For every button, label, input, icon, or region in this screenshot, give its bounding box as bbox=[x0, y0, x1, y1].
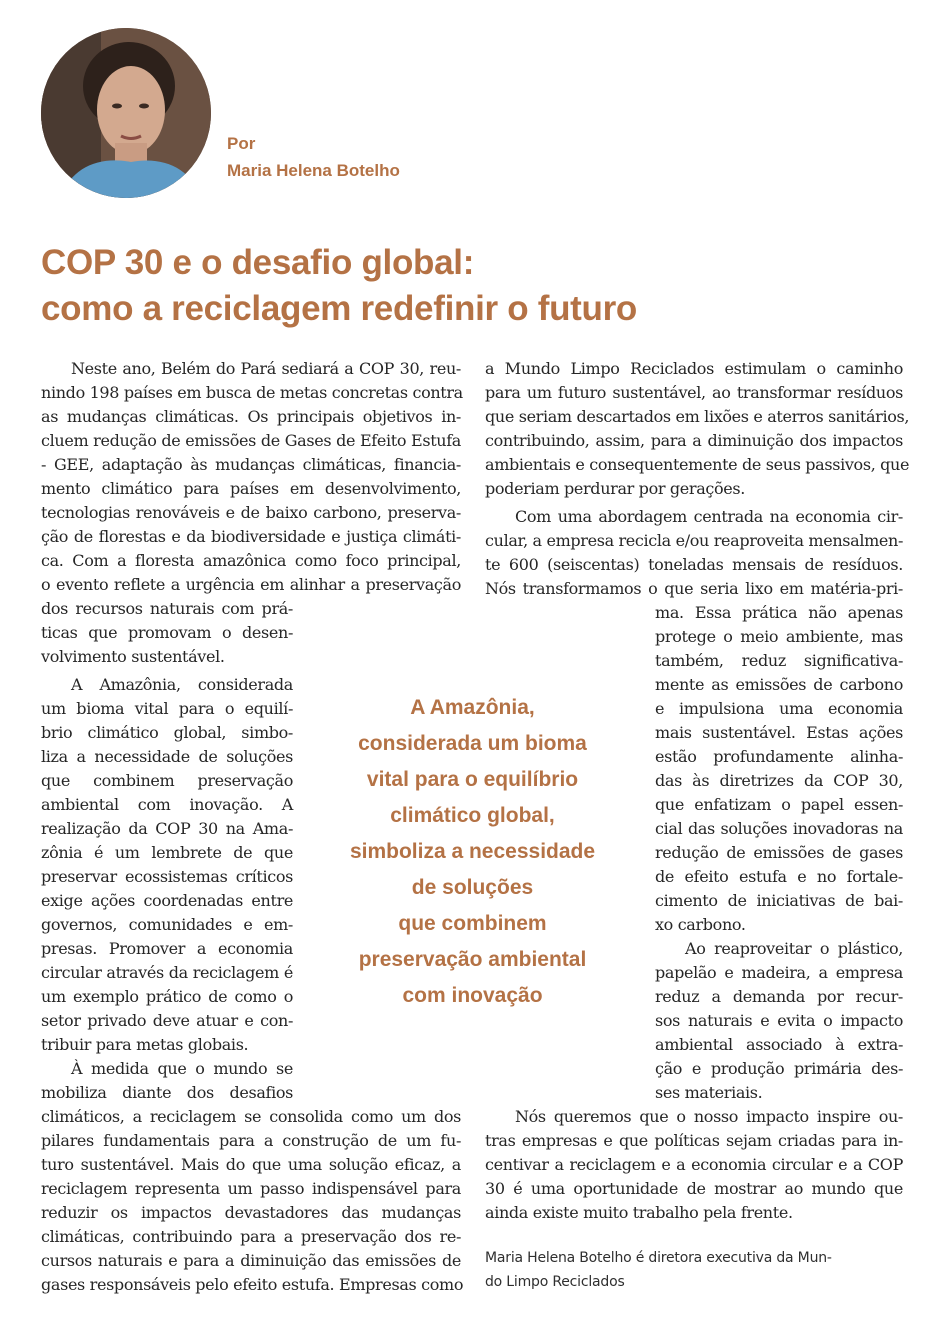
body-line: um bioma vital para o equilí- bbox=[41, 699, 293, 718]
body-line: estão profundamente alinha- bbox=[655, 747, 903, 766]
body-line: que seriam descartados em lixões e aterros sanitários, bbox=[485, 407, 910, 426]
body-line: mobiliza diante dos desafios bbox=[41, 1083, 293, 1102]
body-line: centivar a reciclagem e a economia circular e a COP bbox=[485, 1155, 903, 1174]
pull-quote-line: A Amazônia, bbox=[410, 696, 535, 719]
body-line: ainda existe muito trabalho pela frente. bbox=[485, 1203, 793, 1222]
body-line: cial das soluções inovadoras na bbox=[655, 819, 903, 838]
body-line: ambiental associado à extra- bbox=[655, 1035, 903, 1054]
body-line: que combinem preservação bbox=[41, 771, 293, 790]
body-line: o evento reflete a urgência em alinhar a preservação bbox=[41, 575, 461, 594]
body-line: a Mundo Limpo Reciclados estimulam o caminho bbox=[485, 359, 903, 378]
body-line: tribuir para metas globais. bbox=[41, 1035, 249, 1054]
body-line: ção e produção primária des- bbox=[655, 1059, 903, 1078]
author-note: Maria Helena Botelho é diretora executiva da Mun- bbox=[485, 1250, 832, 1266]
body-line: mente as emissões de carbono bbox=[655, 675, 903, 694]
body-line: - GEE, adaptação às mudanças climáticas, financia- bbox=[41, 455, 461, 474]
body-line: poderiam perdurar por gerações. bbox=[485, 479, 745, 498]
body-line: climáticos, a reciclagem se consolida como um dos bbox=[41, 1107, 461, 1126]
title-line: COP 30 e o desafio global: bbox=[41, 243, 475, 282]
body-line: liza a necessidade de soluções bbox=[41, 747, 293, 766]
body-line: ca. Com a floresta amazônica como foco principal, bbox=[41, 551, 461, 570]
body-line: que enfatizam o papel essen- bbox=[655, 795, 903, 814]
body-line: xo carbono. bbox=[655, 915, 746, 934]
body-line: brio climático global, simbo- bbox=[41, 723, 293, 742]
body-line: governos, comunidades e em- bbox=[41, 915, 293, 934]
author-note: do Limpo Reciclados bbox=[485, 1274, 625, 1290]
body-line: ticas que promovam o desen- bbox=[41, 623, 293, 642]
body-line: cursos naturais e para a diminuição das emissões de bbox=[41, 1251, 461, 1270]
body-line: papelão e madeira, a empresa bbox=[655, 963, 903, 982]
body-line: ma. Essa prática não apenas bbox=[655, 603, 903, 622]
body-line: tecnologias renováveis e de baixo carbono, preserva- bbox=[41, 503, 461, 522]
body-line: cimento de iniciativas de bai- bbox=[655, 891, 903, 910]
body-line: tras empresas e que políticas sejam criadas para in- bbox=[485, 1131, 903, 1150]
body-line: mais sustentável. Estas ações bbox=[655, 723, 903, 742]
body-line: de efeito estufa e no fortale- bbox=[655, 867, 903, 886]
body-line: cluem redução de emissões de Gases de Efeito Estufa bbox=[41, 431, 461, 450]
body-line: sos naturais e evita o impacto bbox=[655, 1011, 903, 1030]
title-line: como a reciclagem redefinir o futuro bbox=[41, 289, 638, 328]
article-title bbox=[41, 240, 901, 332]
author-name: Maria Helena Botelho bbox=[227, 161, 400, 180]
body-line: Neste ano, Belém do Pará sediará a COP 30, reu- bbox=[71, 359, 461, 378]
body-line: realização da COP 30 na Ama- bbox=[41, 819, 293, 838]
body-line: ambiental com inovação. A bbox=[41, 795, 293, 814]
body-line: preservar ecossistemas críticos bbox=[41, 867, 293, 886]
body-line: das às diretrizes da COP 30, bbox=[655, 771, 903, 790]
body-line: zônia é um lembrete de que bbox=[41, 843, 293, 862]
body-line: circular através da reciclagem é bbox=[41, 963, 293, 982]
body-line: climáticas, contribuindo para a preservação dos re- bbox=[41, 1227, 461, 1246]
body-line: ção de florestas e da biodiversidade e justiça climáti- bbox=[41, 527, 461, 546]
body-line: À medida que o mundo se bbox=[71, 1059, 293, 1078]
body-line: ambientais e consequentemente de seus passivos, que bbox=[485, 455, 910, 474]
body-line: reduzir os impactos devastadores das mudanças bbox=[41, 1203, 461, 1222]
body-line: ses materiais. bbox=[655, 1083, 763, 1102]
body-line: Nós queremos que o nosso impacto inspire ou- bbox=[515, 1107, 903, 1126]
pull-quote-line: climático global, bbox=[390, 804, 555, 827]
pull-quote-line: que combinem bbox=[398, 912, 547, 935]
body-line: também, reduz significativa- bbox=[655, 651, 903, 670]
body-line: A Amazônia, considerada bbox=[71, 675, 293, 694]
body-line: para um futuro sustentável, ao transformar resíduos bbox=[485, 383, 903, 402]
body-line: Ao reaproveitar o plástico, bbox=[685, 939, 903, 958]
body-line: te 600 (seiscentas) toneladas mensais de resíduos. bbox=[485, 555, 903, 574]
body-line: protege o meio ambiente, mas bbox=[655, 627, 903, 646]
body-line: turo sustentável. Mais do que uma solução eficaz, a bbox=[41, 1155, 461, 1174]
pull-quote-line: de soluções bbox=[411, 876, 534, 899]
body-line: reduz a demanda por recur- bbox=[655, 987, 903, 1006]
body-line: exige ações coordenadas entre bbox=[41, 891, 293, 910]
body-line: reciclagem representa um passo indispensável para bbox=[41, 1179, 461, 1198]
body-line: as mudanças climáticas. Os principais objetivos in- bbox=[41, 407, 461, 426]
body-line: um exemplo prático de como o bbox=[41, 987, 293, 1006]
byline-label: Por bbox=[227, 134, 256, 153]
pull-quote-line: vital para o equilíbrio bbox=[366, 768, 579, 791]
pull-quote-line: considerada um bioma bbox=[358, 732, 587, 755]
body-line: Nós transformamos o que seria lixo em matéria-pri- bbox=[485, 579, 903, 598]
body-line: Com uma abordagem centrada na economia cir- bbox=[515, 507, 903, 526]
pull-quote-line: simboliza a necessidade bbox=[349, 840, 596, 863]
body-line: gases responsáveis pelo efeito estufa. Empresas como bbox=[41, 1275, 464, 1294]
body-line: setor privado deve atuar e con- bbox=[41, 1011, 293, 1030]
body-line: volvimento sustentável. bbox=[41, 647, 225, 666]
body-line: 30 é uma oportunidade de mostrar ao mundo que bbox=[485, 1179, 903, 1198]
body-line: redução de emissões de gases bbox=[655, 843, 903, 862]
body-line: mento climático para países em desenvolvimento, bbox=[41, 479, 461, 498]
byline bbox=[227, 130, 400, 184]
body-line: nindo 198 países em busca de metas concretas contra bbox=[41, 383, 463, 402]
body-line: e impulsiona uma economia bbox=[655, 699, 903, 718]
body-line: cular, a empresa recicla e/ou reaproveita mensalmen- bbox=[485, 531, 904, 550]
body-line: contribuindo, assim, para a diminuição dos impactos bbox=[485, 431, 903, 450]
pull-quote-line: com inovação bbox=[402, 984, 543, 1007]
body-line: dos recursos naturais com prá- bbox=[41, 599, 293, 618]
body-line: pilares fundamentais para a construção de um fu- bbox=[41, 1131, 461, 1150]
pull-quote bbox=[310, 690, 635, 1014]
pull-quote-line: preservação ambiental bbox=[358, 948, 587, 971]
author-photo bbox=[41, 28, 211, 198]
body-line: presas. Promover a economia bbox=[41, 939, 293, 958]
